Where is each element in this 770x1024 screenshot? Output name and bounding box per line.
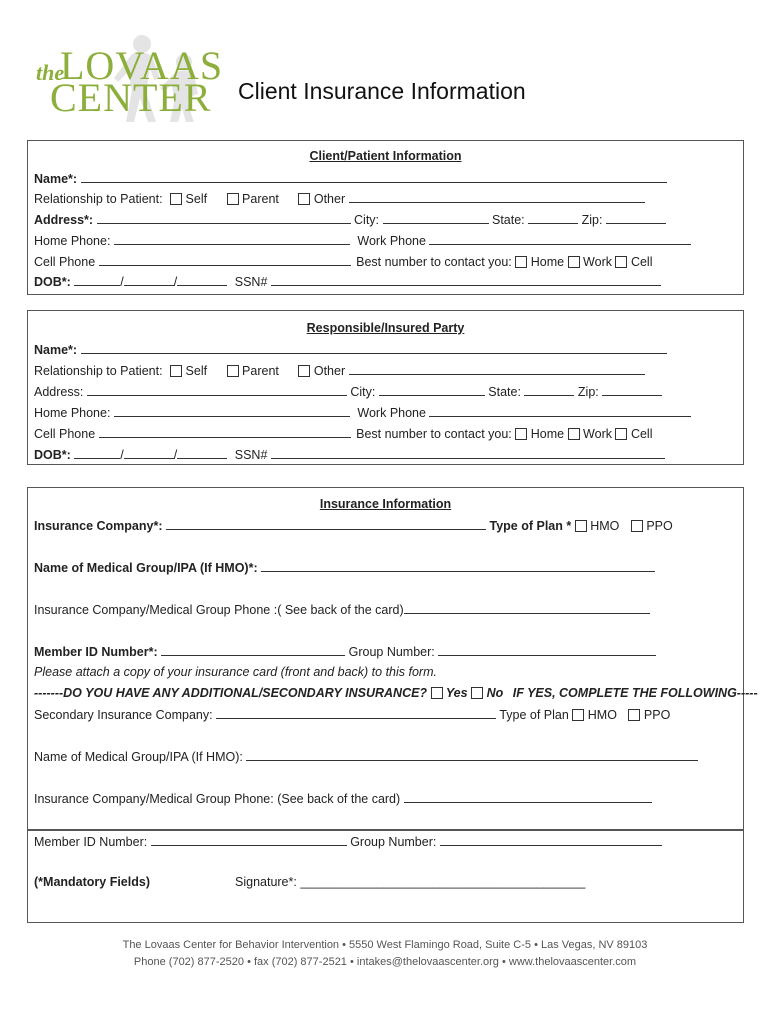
client-name-label: Name*: (34, 172, 78, 186)
dob-slash: / (173, 448, 178, 462)
resp-self-checkbox[interactable] (170, 365, 182, 377)
client-work-phone-field[interactable] (429, 232, 691, 245)
client-zip-field[interactable] (606, 211, 666, 224)
resp-home-label: Home (530, 427, 565, 441)
client-ssn-field[interactable] (271, 273, 661, 286)
client-self-checkbox[interactable] (170, 193, 182, 205)
footer-contact: Phone (702) 877-2520 • fax (702) 877-2521 • intakes@thelovaascenter.org • www.thelovaascenter.com (133, 956, 637, 968)
ins-attach-note: Please attach a copy of your insurance card (front and back) to this form. (34, 665, 437, 679)
signature-field[interactable]: Signature*: _________________________________________ (235, 875, 586, 889)
client-address-row (34, 211, 666, 228)
ins-type-of-plan-label: Type of Plan * (489, 519, 572, 533)
ins-phone2-label: Insurance Company/Medical Group Phone: (See back of the card) (34, 792, 401, 806)
client-city-field[interactable] (383, 211, 489, 224)
responsible-heading: Responsible/Insured Party (306, 321, 465, 335)
resp-state-field[interactable] (524, 383, 574, 396)
ins-group-number-field[interactable] (438, 643, 656, 656)
client-phone-row (34, 232, 691, 249)
resp-dob-row (34, 446, 665, 463)
client-address-field[interactable] (97, 211, 351, 224)
resp-phone-row (34, 404, 691, 421)
client-best-number-label: Best number to contact you: (356, 255, 512, 269)
resp-self-label: Self (185, 364, 208, 378)
client-relationship-label: Relationship to Patient: (34, 192, 163, 206)
ins-medical-group-field[interactable] (261, 559, 655, 572)
ins-no-checkbox[interactable] (471, 687, 483, 699)
ins-member-row (34, 643, 656, 660)
client-name-row (34, 170, 667, 187)
client-state-field[interactable] (528, 211, 578, 224)
client-address-label: Address*: (34, 213, 94, 227)
client-work-phone-label: Work Phone (357, 234, 426, 248)
ins-phone2-row (34, 790, 652, 807)
client-cell-checkbox[interactable] (615, 256, 627, 268)
ins-company-label: Insurance Company*: (34, 519, 163, 533)
resp-relationship-row (34, 362, 645, 379)
client-work-checkbox[interactable] (568, 256, 580, 268)
resp-cell-phone-field[interactable] (99, 425, 351, 438)
resp-city-label: City: (350, 385, 376, 399)
resp-other-field[interactable] (349, 362, 645, 375)
client-dob-day-field[interactable] (124, 273, 174, 286)
ins-group-number-label: Group Number: (348, 645, 435, 659)
logo (34, 32, 224, 132)
client-parent-label: Parent (242, 192, 279, 206)
resp-address-field[interactable] (87, 383, 347, 396)
client-work-label: Work (583, 255, 612, 269)
footer-address: The Lovaas Center for Behavior Intervention • 5550 West Flamingo Road, Suite C-5 • Las Vegas, NV 89103 (122, 939, 648, 951)
resp-best-number-label: Best number to contact you: (356, 427, 512, 441)
ins-secondary-question-prefix: -------DO YOU HAVE ANY ADDITIONAL/SECONDARY INSURANCE? (34, 686, 428, 700)
resp-address-row (34, 383, 662, 400)
client-other-field[interactable] (349, 190, 645, 203)
ins-phone2-field[interactable] (404, 790, 652, 803)
resp-dob-day-field[interactable] (124, 446, 174, 459)
client-home-label: Home (530, 255, 565, 269)
client-dob-label: DOB*: (34, 275, 71, 289)
ins-ppo-label: PPO (646, 519, 673, 533)
client-heading: Client/Patient Information (309, 149, 462, 163)
ins-secondary-question-row (34, 685, 758, 701)
mandatory-fields-note: (*Mandatory Fields) (34, 875, 150, 889)
resp-dob-year-field[interactable] (177, 446, 227, 459)
ins-secondary-company-row (34, 706, 670, 723)
dob-slash: / (120, 448, 124, 462)
bottom-member-id-label: Member ID Number: (34, 835, 148, 849)
resp-cell-phone-label: Cell Phone (34, 427, 96, 441)
resp-relationship-label: Relationship to Patient: (34, 364, 163, 378)
resp-work-checkbox[interactable] (568, 428, 580, 440)
resp-parent-label: Parent (242, 364, 279, 378)
resp-zip-label: Zip: (577, 385, 599, 399)
resp-work-phone-field[interactable] (429, 404, 691, 417)
bottom-group-number-label: Group Number: (350, 835, 437, 849)
client-dob-row (34, 273, 661, 290)
ins-hmo-checkbox[interactable] (575, 520, 587, 532)
ins-medical-group-label: Name of Medical Group/IPA (If HMO)*: (34, 561, 258, 575)
resp-name-field[interactable] (81, 341, 667, 354)
client-parent-checkbox[interactable] (227, 193, 239, 205)
client-home-phone-field[interactable] (114, 232, 350, 245)
resp-cell-label: Cell (630, 427, 653, 441)
resp-name-label: Name*: (34, 343, 78, 357)
ins-secondary-hmo-checkbox[interactable] (572, 709, 584, 721)
resp-state-label: State: (488, 385, 521, 399)
ins-yes-checkbox[interactable] (431, 687, 443, 699)
resp-work-phone-label: Work Phone (357, 406, 426, 420)
insurance-heading: Insurance Information (319, 497, 452, 511)
ins-phone-label: Insurance Company/Medical Group Phone :( See back of the card) (34, 603, 404, 617)
ins-yes-label: Yes (445, 686, 468, 700)
ins-member-id-field[interactable] (161, 643, 345, 656)
ins-medical-group2-label: Name of Medical Group/IPA (If HMO): (34, 750, 243, 764)
bottom-member-row (34, 833, 662, 850)
ins-secondary-company-field[interactable] (216, 706, 496, 719)
resp-dob-label: DOB*: (34, 448, 71, 462)
logo-the: the (36, 60, 65, 85)
resp-city-field[interactable] (379, 383, 485, 396)
ins-secondary-ppo-checkbox[interactable] (628, 709, 640, 721)
ins-medical-group-row (34, 559, 655, 576)
ins-secondary-question-suffix: IF YES, COMPLETE THE FOLLOWING----- (512, 686, 758, 700)
ins-medical-group2-row (34, 748, 698, 765)
ins-company-row (34, 517, 673, 534)
resp-home-checkbox[interactable] (515, 428, 527, 440)
client-cell-phone-field[interactable] (99, 253, 351, 266)
client-cell-row (34, 253, 653, 270)
ins-phone-row (34, 601, 650, 618)
logo-lovaas: LOVAAS (60, 43, 224, 88)
resp-ssn-label: SSN# (234, 448, 268, 462)
client-other-checkbox[interactable] (298, 193, 310, 205)
ins-no-label: No (486, 686, 504, 700)
logo-center: CENTER (50, 75, 212, 120)
client-dob-year-field[interactable] (177, 273, 227, 286)
ins-hmo-label: HMO (590, 519, 620, 533)
ins-medical-group2-field[interactable] (246, 748, 698, 761)
client-relationship-row (34, 190, 645, 207)
resp-work-label: Work (583, 427, 612, 441)
resp-dob-month-field[interactable] (74, 446, 120, 459)
ins-secondary-hmo-label: HMO (587, 708, 617, 722)
resp-zip-field[interactable] (602, 383, 662, 396)
ins-secondary-type-label: Type of Plan (499, 708, 569, 722)
resp-cell-checkbox[interactable] (615, 428, 627, 440)
ins-member-id-label: Member ID Number*: (34, 645, 158, 659)
page-title: Client Insurance Information (238, 78, 526, 104)
client-other-label: Other (313, 192, 346, 206)
resp-name-row (34, 341, 667, 358)
resp-address-label: Address: (34, 385, 84, 399)
ins-company-field[interactable] (166, 517, 486, 530)
resp-home-phone-label: Home Phone: (34, 406, 111, 420)
client-state-label: State: (491, 213, 525, 227)
client-ssn-label: SSN# (234, 275, 268, 289)
bottom-member-id-field[interactable] (151, 833, 347, 846)
dob-slash: / (120, 275, 124, 289)
resp-home-phone-field[interactable] (114, 404, 350, 417)
resp-other-label: Other (313, 364, 346, 378)
client-zip-label: Zip: (581, 213, 603, 227)
ins-secondary-company-label: Secondary Insurance Company: (34, 708, 213, 722)
dob-slash: / (173, 275, 178, 289)
resp-ssn-field[interactable] (271, 446, 665, 459)
ins-phone-field[interactable] (404, 601, 650, 614)
resp-parent-checkbox[interactable] (227, 365, 239, 377)
client-self-label: Self (185, 192, 208, 206)
client-city-label: City: (354, 213, 380, 227)
client-home-checkbox[interactable] (515, 256, 527, 268)
client-cell-phone-label: Cell Phone (34, 255, 96, 269)
client-cell-label: Cell (630, 255, 653, 269)
resp-cell-row (34, 425, 653, 442)
client-name-field[interactable] (81, 170, 667, 183)
client-dob-month-field[interactable] (74, 273, 120, 286)
resp-other-checkbox[interactable] (298, 365, 310, 377)
ins-secondary-ppo-label: PPO (643, 708, 671, 722)
bottom-group-number-field[interactable] (440, 833, 662, 846)
client-home-phone-label: Home Phone: (34, 234, 111, 248)
ins-ppo-checkbox[interactable] (631, 520, 643, 532)
